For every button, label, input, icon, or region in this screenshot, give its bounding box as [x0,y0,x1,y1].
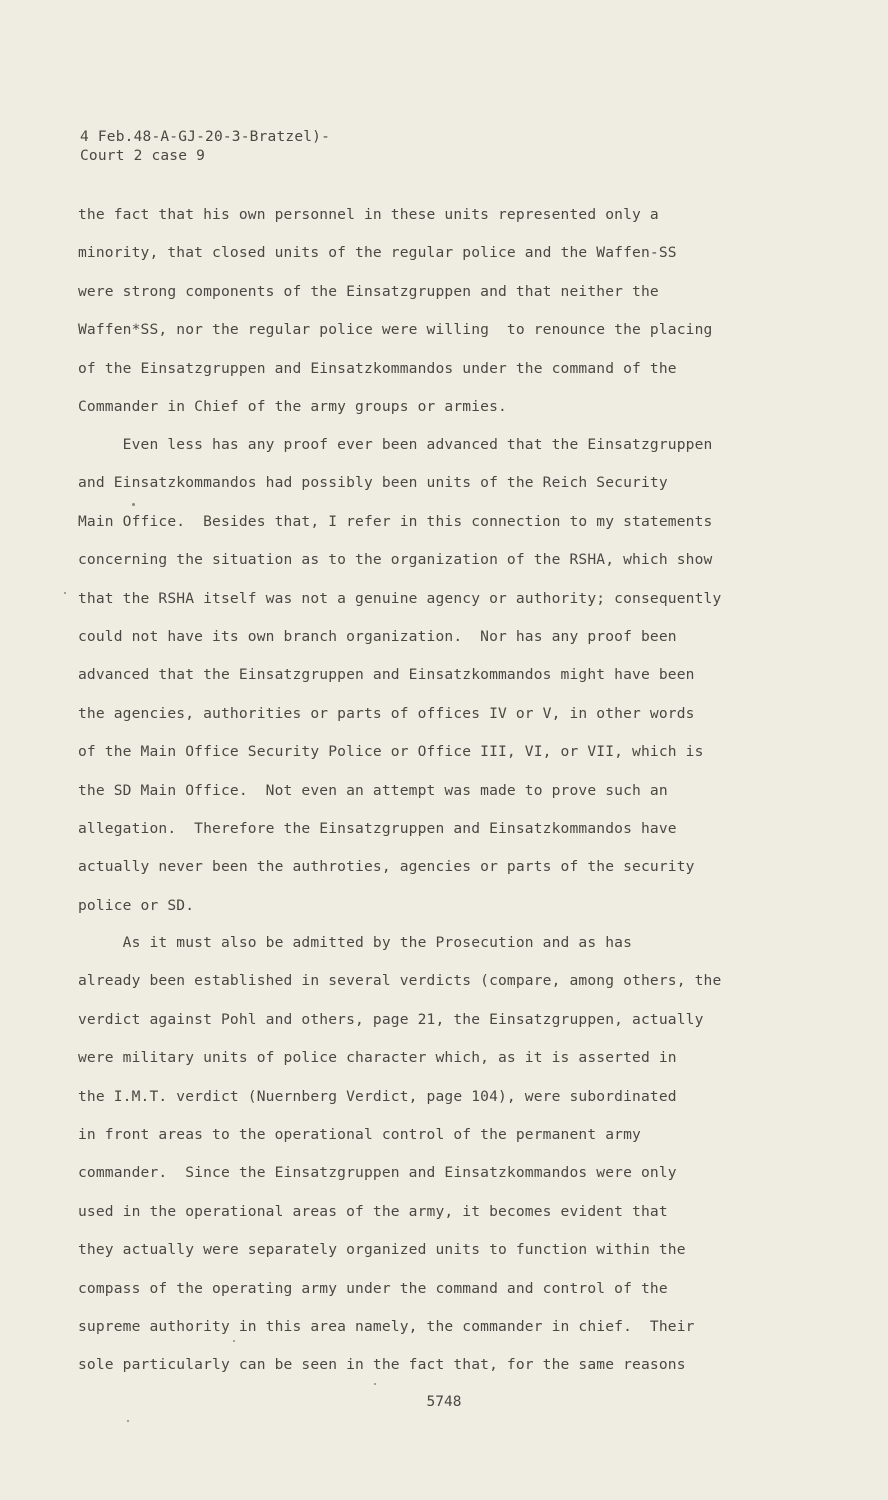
text-line: the agencies, authorities or parts of offices IV or V, in other words [78,704,695,722]
header-court-case: Court 2 case 9 [80,148,206,164]
text-line: in front areas to the operational control of the permanent army [78,1125,641,1143]
text-line: of the Einsatzgruppen and Einsatzkommandos under the command of the [78,359,677,377]
paper-speck [132,503,135,506]
text-line: verdict against Pohl and others, page 21, the Einsatzgruppen, actually [78,1010,704,1028]
text-line: the I.M.T. verdict (Nuernberg Verdict, page 104), were subordinated [78,1087,677,1105]
text-line: and Einsatzkommandos had possibly been units of the Reich Security [78,474,668,492]
text-line: used in the operational areas of the army, it becomes evident that [78,1202,668,1220]
text-line: Even less has any proof ever been advanced that the Einsatzgruppen [78,436,713,453]
header-reference: 4 Feb.48-A-GJ-20-3-Bratzel)- [80,129,331,145]
text-line: sole particularly can be seen in the fact that, for the same reasons [78,1356,686,1374]
text-line: the SD Main Office. Not even an attempt was made to prove such an [78,781,668,799]
paper-speck [64,592,66,594]
text-line: commander. Since the Einsatzgruppen and Einsatzkommandos were only [78,1164,677,1182]
text-line: Waffen*SS, nor the regular police were willing to renounce the placing [78,321,713,339]
paragraph-2 [78,426,721,925]
text-line: compass of the operating army under the command and control of the [78,1279,668,1297]
paper-speck [233,1340,235,1342]
text-line: of the Main Office Security Police or Office III, VI, or VII, which is [78,743,704,761]
paper-speck [127,1420,129,1422]
paragraph-1 [78,196,712,426]
text-line: police or SD. [78,896,195,914]
text-line: they actually were separately organized units to function within the [78,1241,686,1259]
text-line: As it must also be admitted by the Prosecution and as has [78,934,633,951]
text-line: the fact that his own personnel in these units represented only a [78,206,659,223]
text-line: concerning the situation as to the organization of the RSHA, which show [78,551,713,569]
text-line: advanced that the Einsatzgruppen and Einsatzkommandos might have been [78,666,695,684]
paragraph-3 [78,924,721,1385]
paper-speck [374,1383,376,1385]
text-line: that the RSHA itself was not a genuine agency or authority; consequently [78,589,722,607]
text-line: were strong components of the Einsatzgruppen and that neither the [78,282,659,300]
text-line: already been established in several verdicts (compare, among others, the [78,972,722,990]
text-line: actually never been the authroties, agencies or parts of the security [78,858,695,876]
document-header [80,128,330,166]
text-line: could not have its own branch organization. Nor has any proof been [78,627,677,645]
text-line: minority, that closed units of the regular police and the Waffen-SS [78,244,677,262]
text-line: supreme authority in this area namely, the commander in chief. Their [78,1317,695,1335]
text-line: allegation. Therefore the Einsatzgruppen and Einsatzkommandos have [78,819,677,837]
page-number: 5748 [426,1394,462,1410]
text-line: were military units of police character which, as it is asserted in [78,1049,677,1067]
text-line: Main Office. Besides that, I refer in this connection to my statements [78,512,713,530]
text-line: Commander in Chief of the army groups or armies. [78,397,507,415]
